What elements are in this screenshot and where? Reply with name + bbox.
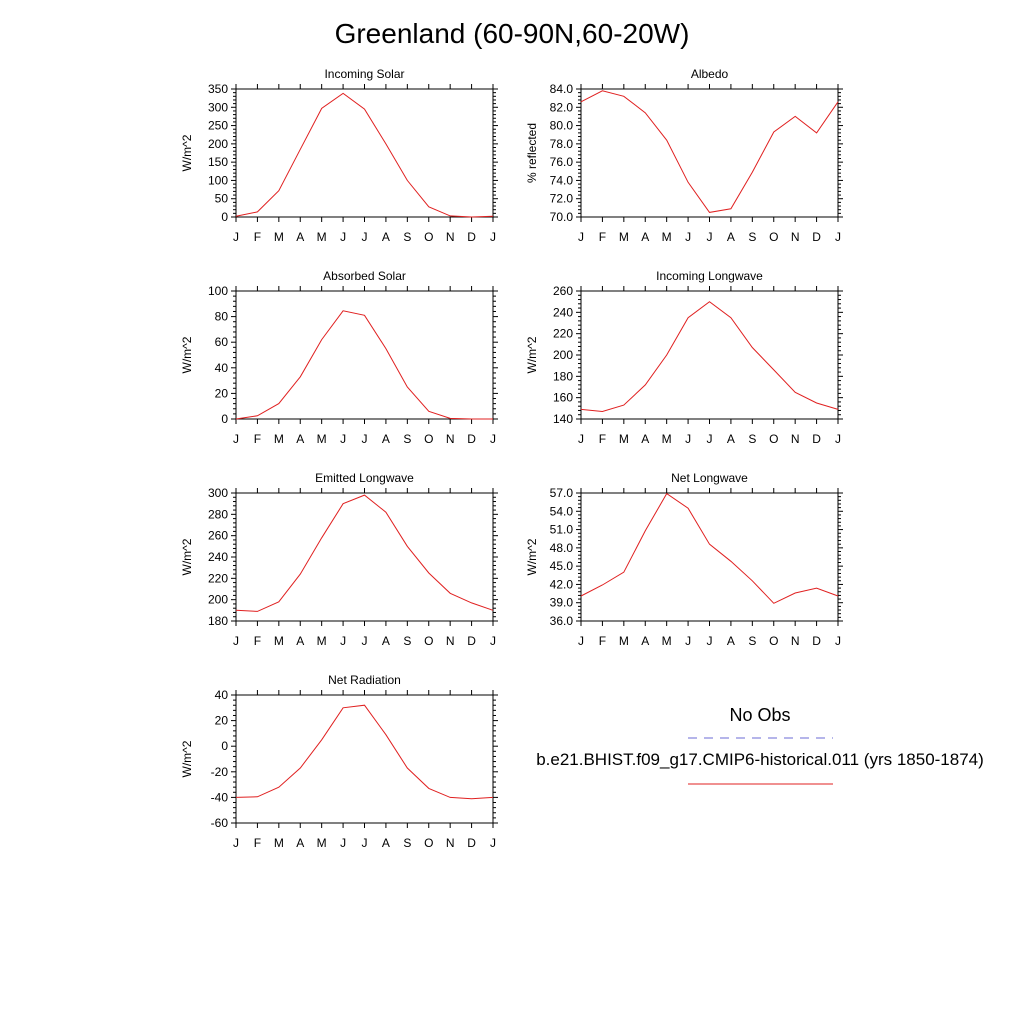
panel-title: Incoming Solar <box>324 67 405 81</box>
x-tick-label: A <box>381 634 390 648</box>
y-tick-label: 180 <box>207 614 228 628</box>
series-line <box>236 705 493 799</box>
x-tick-label: F <box>253 634 262 648</box>
x-tick-label: J <box>340 432 347 446</box>
x-tick-label: F <box>253 230 262 244</box>
y-axis-label: W/m^2 <box>180 134 194 172</box>
x-tick-label: S <box>403 836 412 850</box>
x-tick-label: S <box>403 230 412 244</box>
y-axis-label: W/m^2 <box>180 740 194 778</box>
x-tick-label: M <box>273 432 284 446</box>
x-tick-label: J <box>685 634 692 648</box>
panel-title: Albedo <box>690 67 729 81</box>
legend-obs-label: No Obs <box>729 705 791 725</box>
y-axis-label: W/m^2 <box>525 336 539 374</box>
y-tick-label: 76.0 <box>549 155 573 170</box>
x-tick-label: A <box>296 230 305 244</box>
x-tick-label: A <box>381 432 390 446</box>
x-tick-label: J <box>578 230 584 244</box>
y-tick-label: 84.0 <box>549 82 573 96</box>
x-tick-label: M <box>273 230 284 244</box>
x-tick-label: O <box>424 230 434 244</box>
x-tick-label: D <box>467 432 476 446</box>
chart-panels <box>180 67 843 850</box>
x-tick-label: M <box>273 634 284 648</box>
x-tick-label: S <box>748 230 757 244</box>
y-tick-label: 51.0 <box>549 522 573 537</box>
x-tick-label: F <box>253 432 262 446</box>
y-tick-label: 70.0 <box>549 210 573 224</box>
chart-panel-5 <box>180 471 498 648</box>
y-tick-label: 200 <box>207 592 228 607</box>
x-tick-label: J <box>233 230 239 244</box>
x-tick-label: S <box>403 634 412 648</box>
x-tick-label: A <box>726 634 735 648</box>
y-tick-label: -20 <box>210 764 228 779</box>
plot-frame <box>581 291 838 419</box>
x-tick-label: F <box>598 634 607 648</box>
figure-title: Greenland (60-90N,60-20W) <box>334 18 690 49</box>
x-tick-label: A <box>726 230 735 244</box>
y-tick-label: 74.0 <box>549 173 573 188</box>
y-tick-label: 350 <box>207 82 228 96</box>
x-tick-label: J <box>490 230 496 244</box>
x-tick-label: D <box>812 432 821 446</box>
x-tick-label: A <box>296 634 305 648</box>
y-tick-label: 260 <box>207 528 228 543</box>
x-tick-label: J <box>490 836 496 850</box>
chart-panel-1 <box>180 67 498 244</box>
x-tick-label: J <box>361 634 368 648</box>
y-tick-label: 60 <box>214 335 228 350</box>
x-tick-label: J <box>835 634 841 648</box>
x-tick-label: A <box>726 432 735 446</box>
y-tick-label: 200 <box>552 348 573 362</box>
x-tick-label: J <box>706 230 713 244</box>
x-tick-label: J <box>233 634 239 648</box>
y-tick-label: 300 <box>207 100 228 115</box>
x-tick-label: J <box>578 634 584 648</box>
y-axis-label: W/m^2 <box>525 538 539 576</box>
y-tick-label: -60 <box>210 816 228 830</box>
x-tick-label: F <box>253 836 262 850</box>
x-tick-label: S <box>403 432 412 446</box>
x-tick-label: A <box>641 230 650 244</box>
y-tick-label: 36.0 <box>549 614 573 628</box>
y-tick-label: 0 <box>221 210 228 224</box>
x-tick-label: D <box>467 230 476 244</box>
plot-frame <box>236 695 493 823</box>
x-tick-label: M <box>316 230 327 244</box>
x-tick-label: M <box>661 230 672 244</box>
chart-panel-4 <box>525 269 843 446</box>
y-tick-label: 300 <box>207 486 228 500</box>
x-tick-label: M <box>661 432 672 446</box>
x-tick-label: M <box>316 432 327 446</box>
x-tick-label: J <box>835 432 841 446</box>
plot-frame <box>236 89 493 217</box>
x-tick-label: J <box>706 432 713 446</box>
y-tick-label: 100 <box>207 284 228 298</box>
y-tick-label: 180 <box>552 369 573 384</box>
chart-panel-6 <box>525 471 843 648</box>
x-tick-label: J <box>578 432 584 446</box>
x-tick-label: O <box>769 432 779 446</box>
series-line <box>581 91 838 213</box>
panel-title: Net Longwave <box>671 471 748 485</box>
x-tick-label: D <box>812 634 821 648</box>
y-tick-label: 80 <box>214 309 228 324</box>
y-tick-label: 0 <box>221 739 228 754</box>
x-tick-label: J <box>361 836 368 850</box>
panel-title: Net Radiation <box>328 673 401 687</box>
y-tick-label: 82.0 <box>549 100 573 115</box>
x-tick-label: N <box>445 836 455 850</box>
x-tick-label: N <box>445 634 455 648</box>
y-tick-label: 160 <box>552 390 573 405</box>
x-tick-label: A <box>641 432 650 446</box>
series-line <box>236 311 493 419</box>
y-tick-label: 45.0 <box>549 559 573 574</box>
y-tick-label: 140 <box>552 412 573 426</box>
plot-frame <box>581 89 838 217</box>
y-tick-label: 78.0 <box>549 136 573 151</box>
y-tick-label: 48.0 <box>549 540 573 555</box>
x-tick-label: J <box>340 230 347 244</box>
y-tick-label: 220 <box>207 571 228 586</box>
x-tick-label: F <box>598 432 607 446</box>
legend-model-label: b.e21.BHIST.f09_g17.CMIP6-historical.011 (yrs 1850-1874) <box>536 750 984 769</box>
panel-title: Incoming Longwave <box>656 269 763 283</box>
plot-frame <box>236 291 493 419</box>
plot-frame <box>236 493 493 621</box>
y-tick-label: 280 <box>207 507 228 522</box>
x-tick-label: J <box>685 230 692 244</box>
x-tick-label: O <box>424 634 434 648</box>
y-axis-label: % reflected <box>525 122 539 184</box>
x-tick-label: M <box>618 634 629 648</box>
y-tick-label: 150 <box>207 155 228 170</box>
x-tick-label: J <box>233 432 239 446</box>
x-tick-label: A <box>381 230 390 244</box>
x-tick-label: S <box>748 634 757 648</box>
y-tick-label: 50 <box>214 191 228 206</box>
x-tick-label: J <box>340 634 347 648</box>
x-tick-label: J <box>490 634 496 648</box>
x-tick-label: D <box>467 836 476 850</box>
x-tick-label: J <box>233 836 239 850</box>
x-tick-label: O <box>769 230 779 244</box>
y-tick-label: 40 <box>214 688 228 702</box>
x-tick-label: M <box>618 230 629 244</box>
panel-title: Absorbed Solar <box>323 269 406 283</box>
x-tick-label: J <box>361 432 368 446</box>
x-tick-label: J <box>685 432 692 446</box>
x-tick-label: J <box>706 634 713 648</box>
y-tick-label: 40 <box>214 360 228 375</box>
series-line <box>581 302 838 412</box>
y-tick-label: -40 <box>210 790 228 805</box>
x-tick-label: N <box>445 432 455 446</box>
plot-frame <box>581 493 838 621</box>
y-tick-label: 57.0 <box>549 486 573 500</box>
x-tick-label: N <box>790 432 800 446</box>
x-tick-label: A <box>296 836 305 850</box>
y-tick-label: 100 <box>207 173 228 188</box>
x-tick-label: A <box>296 432 305 446</box>
x-tick-label: J <box>340 836 347 850</box>
x-tick-label: M <box>316 634 327 648</box>
chart-panel-7 <box>180 673 498 850</box>
y-axis-label: W/m^2 <box>180 538 194 576</box>
x-tick-label: M <box>273 836 284 850</box>
chart-panel-2 <box>525 67 843 244</box>
x-tick-label: O <box>424 836 434 850</box>
y-tick-label: 42.0 <box>549 577 573 592</box>
y-tick-label: 39.0 <box>549 595 573 610</box>
y-tick-label: 0 <box>221 412 228 426</box>
y-tick-label: 80.0 <box>549 118 573 133</box>
y-tick-label: 200 <box>207 136 228 151</box>
x-tick-label: J <box>835 230 841 244</box>
x-tick-label: F <box>598 230 607 244</box>
y-tick-label: 220 <box>552 326 573 341</box>
x-tick-label: S <box>748 432 757 446</box>
y-axis-label: W/m^2 <box>180 336 194 374</box>
x-tick-label: A <box>381 836 390 850</box>
x-tick-label: N <box>790 634 800 648</box>
y-tick-label: 250 <box>207 118 228 133</box>
y-tick-label: 20 <box>214 713 228 728</box>
series-line <box>236 93 493 217</box>
y-tick-label: 20 <box>214 386 228 401</box>
y-tick-label: 260 <box>552 284 573 298</box>
y-tick-label: 54.0 <box>549 504 573 519</box>
x-tick-label: O <box>769 634 779 648</box>
x-tick-label: A <box>641 634 650 648</box>
series-line <box>236 495 493 611</box>
x-tick-label: D <box>467 634 476 648</box>
y-tick-label: 72.0 <box>549 191 573 206</box>
x-tick-label: N <box>790 230 800 244</box>
x-tick-label: N <box>445 230 455 244</box>
x-tick-label: J <box>361 230 368 244</box>
x-tick-label: O <box>424 432 434 446</box>
series-line <box>581 494 838 604</box>
x-tick-label: D <box>812 230 821 244</box>
chart-panel-3 <box>180 269 498 446</box>
y-tick-label: 240 <box>552 305 573 320</box>
panel-title: Emitted Longwave <box>315 471 414 485</box>
x-tick-label: J <box>490 432 496 446</box>
x-tick-label: M <box>661 634 672 648</box>
x-tick-label: M <box>316 836 327 850</box>
x-tick-label: M <box>618 432 629 446</box>
y-tick-label: 240 <box>207 550 228 564</box>
